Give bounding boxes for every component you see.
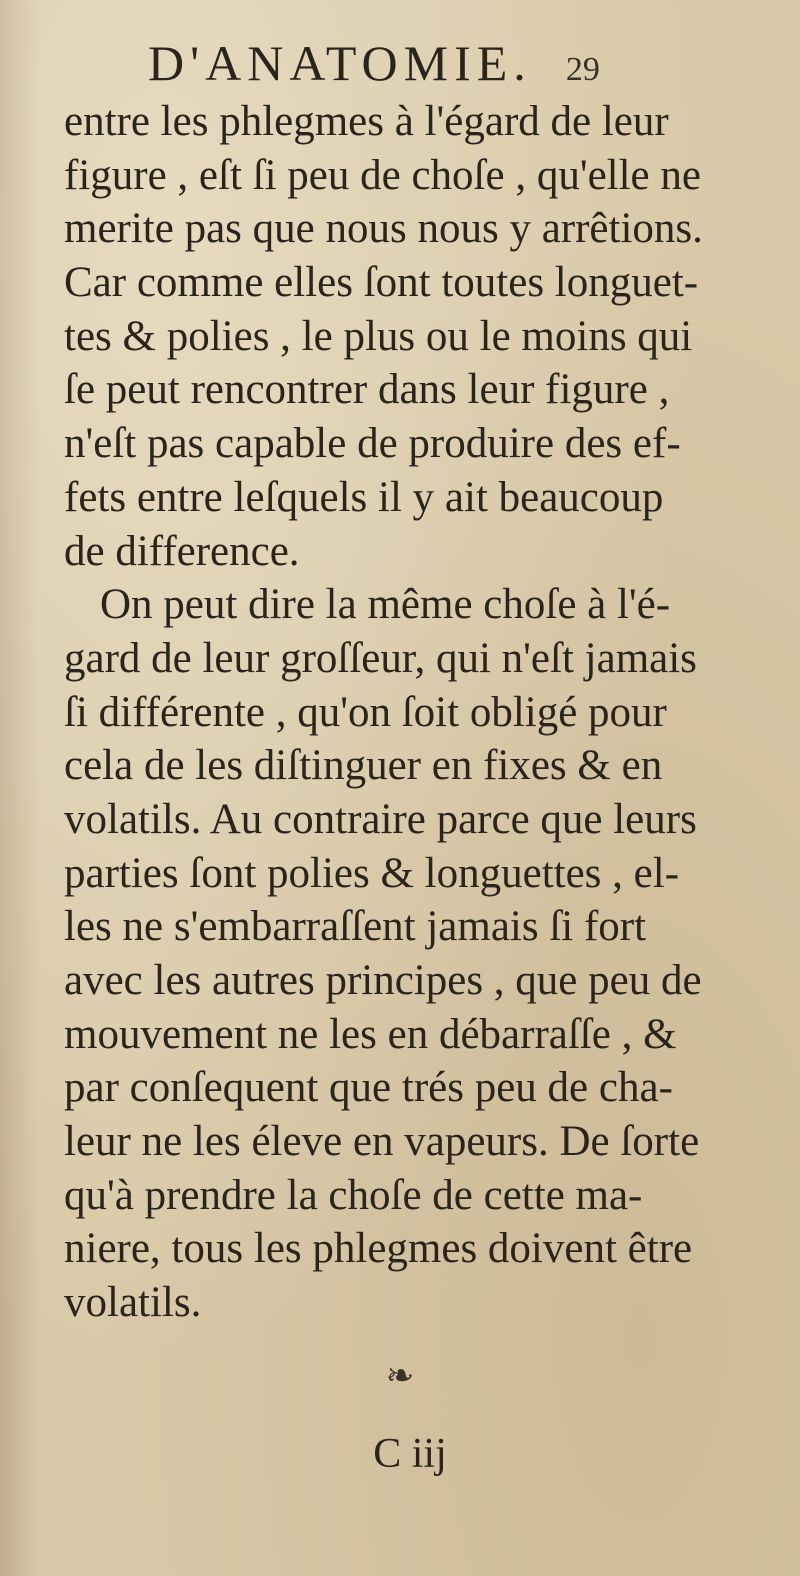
text-line: avec les autres principes , que peu de: [64, 957, 702, 1004]
running-title: D'ANATOMIE.: [148, 35, 532, 91]
text-line: leur ne les éleve en vapeurs. De ſorte: [64, 1118, 700, 1166]
text-line: volatils.: [64, 1279, 202, 1327]
text-line: de difference.: [64, 527, 300, 575]
text-line: qu'à prendre la choſe de cette ma-: [64, 1171, 643, 1219]
text-line: mouvement ne les en débarraſſe , &: [64, 1010, 677, 1058]
text-line: volatils. Au contraire parce que leurs: [64, 795, 697, 843]
text-line: ſi différente , qu'on ſoit obligé pour: [64, 688, 667, 736]
fleuron-ornament-icon: ❧: [385, 1356, 415, 1396]
signature-mark: C iij: [373, 1431, 447, 1477]
running-head: [110, 34, 730, 98]
text-line: par conſequent que trés peu de cha-: [64, 1064, 673, 1112]
text-line: figure , eſt ſi peu de choſe , qu'elle ne: [64, 151, 701, 199]
text-line: niere, tous les phlegmes doivent être: [64, 1225, 693, 1273]
text-line: ſe peut rencontrer dans leur figure ,: [64, 366, 670, 414]
text-line: n'eſt pas capable de produire des ef-: [64, 420, 681, 468]
body-text: [64, 95, 744, 1330]
text-line: parties ſont polies & longuettes , el-: [64, 849, 680, 897]
text-line: gard de leur groſſeur, qui n'eſt jamais: [64, 634, 697, 682]
text-line: les ne s'embarraſſent jamais ſi fort: [64, 903, 647, 951]
paragraph-start-line: On peut dire la même choſe à l'é-: [100, 581, 671, 629]
text-line: entre les phlegmes à l'égard de leur: [64, 98, 669, 145]
text-line: fets entre leſquels il y ait beaucoup: [64, 473, 664, 521]
text-line: tes & polies , le plus ou le moins qui: [64, 312, 693, 360]
text-line: merite pas que nous nous y arrêtions.: [64, 205, 703, 253]
text-line: Car comme elles ſont toutes longuet-: [64, 259, 699, 307]
page-number: 29: [565, 51, 600, 88]
text-line: cela de les diſtinguer en fixes & en: [64, 742, 663, 790]
